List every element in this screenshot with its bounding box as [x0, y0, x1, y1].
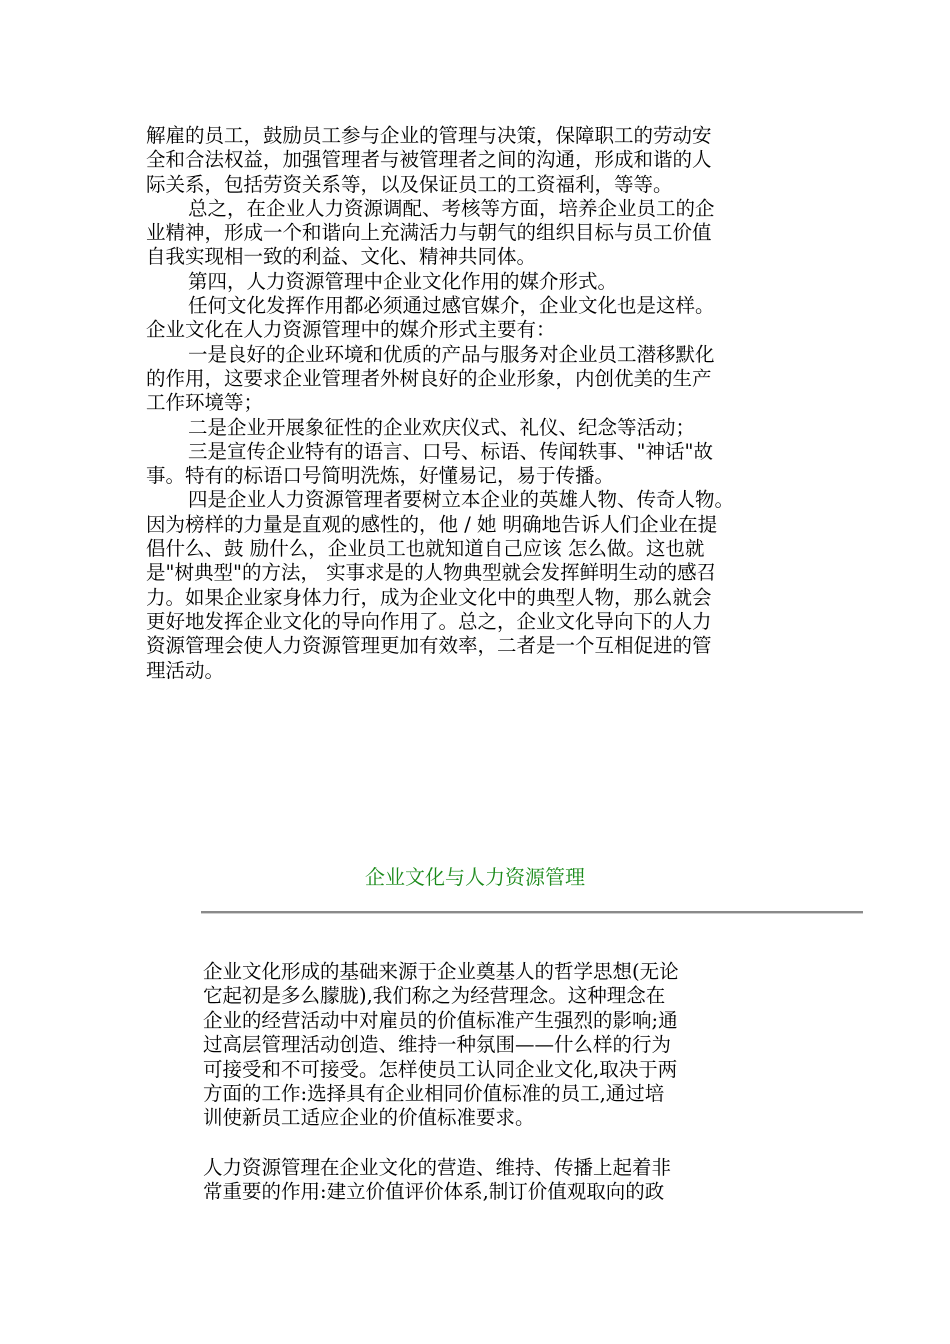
- text-line: 事。特有的标语口号简明洗炼，好懂易记，易于传播。: [146, 464, 615, 488]
- article-paragraph-1: [203, 960, 763, 1131]
- text-line: 理活动。: [146, 658, 225, 682]
- text-line: 方面的工作:选择具有企业相同价值标准的员工,通过培: [203, 1081, 665, 1105]
- text-line: 训使新员工适应企业的价值标准要求。: [203, 1106, 535, 1130]
- text-line: 可接受和不可接受。怎样使员工认同企业文化,取决于两: [203, 1057, 678, 1081]
- text-line: 倡什么、鼓 励什么，企业员工也就知道自己应该 怎么做。这也就: [146, 537, 705, 561]
- previous-article-continuation: [146, 124, 812, 683]
- text-line: 总之，在企业人力资源调配、考核等方面，培养企业员工的企: [188, 196, 715, 220]
- text-line: 四是企业人力资源管理者要树立本企业的英雄人物、传奇人物。: [188, 488, 735, 512]
- article-title: 企业文化与人力资源管理: [365, 865, 585, 889]
- text-line: 过高层管理活动创造、维持一种氛围——什么样的行为: [203, 1033, 672, 1057]
- text-line: 三是宣传企业特有的语言、口号、标语、传闻轶事、"神话"故: [188, 439, 713, 463]
- text-line: 更好地发挥企业文化的导向作用了。总之，企业文化导向下的人力: [146, 609, 712, 633]
- text-line: 一是良好的企业环境和优质的产品与服务对企业员工潜移默化: [188, 342, 715, 366]
- text-line: 企业的经营活动中对雇员的价值标准产生强烈的影响;通: [203, 1008, 678, 1032]
- text-line: 际关系，包括劳资关系等，以及保证员工的工资福利，等等。: [146, 172, 673, 196]
- text-line: 二是企业开展象征性的企业欢庆仪式、礼仪、纪念等活动；: [188, 415, 696, 439]
- text-line: 任何文化发挥作用都必须通过感官媒介，企业文化也是这样。: [188, 294, 715, 318]
- text-line: 资源管理会使人力资源管理更加有效率，二者是一个互相促进的管: [146, 634, 712, 658]
- text-line: 力。如果企业家身体力行，成为企业文化中的典型人物，那么就会: [146, 585, 712, 609]
- text-line: 第四，人力资源管理中企业文化作用的媒介形式。: [188, 269, 618, 293]
- text-line: 自我实现相一致的利益、文化、精神共同体。: [146, 245, 537, 269]
- text-line: 常重要的作用:建立价值评价体系,制订价值观取向的政: [203, 1180, 665, 1204]
- title-divider: [201, 911, 863, 914]
- text-line: 人力资源管理在企业文化的营造、维持、传播上起着非: [203, 1156, 672, 1179]
- text-line: 是"树典型"的方法， 实事求是的人物典型就会发挥鲜明生动的感召: [146, 561, 717, 585]
- text-line: 业精神，形成一个和谐向上充满活力与朝气的组织目标与员工价值: [146, 221, 712, 245]
- text-line: 因为榜样的力量是直观的感性的，他 / 她 明确地告诉人们企业在提: [146, 512, 718, 536]
- article-paragraph-2: [203, 1156, 763, 1205]
- text-line: 企业文化形成的基础来源于企业奠基人的哲学思想(无论: [203, 960, 679, 983]
- text-line: 解雇的员工，鼓励员工参与企业的管理与决策，保障职工的劳动安: [146, 124, 712, 147]
- text-line: 工作环境等；: [146, 391, 264, 415]
- text-line: 它起初是多么朦胧),我们称之为经营理念。这种理念在: [203, 984, 666, 1008]
- text-line: 企业文化在人力资源管理中的媒介形式主要有：: [146, 318, 556, 342]
- text-line: 的作用，这要求企业管理者外树良好的企业形象，内创优美的生产: [146, 366, 712, 390]
- text-line: 全和合法权益，加强管理者与被管理者之间的沟通，形成和谐的人: [146, 148, 712, 172]
